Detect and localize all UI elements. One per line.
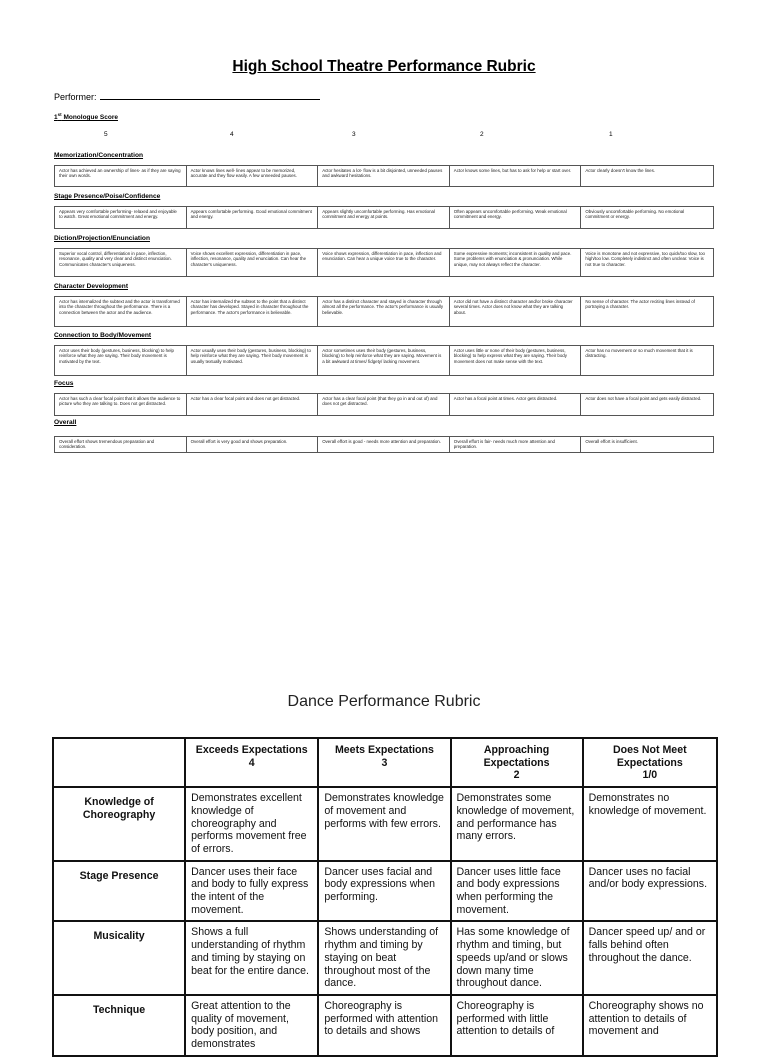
table-cell: Has some knowledge of rhythm and timing, but speeds up/and or slows down many time throughout dance. (451, 921, 583, 995)
section-overall (54, 418, 714, 453)
score-3: 3 (352, 131, 356, 138)
performer-blank-line (100, 90, 320, 100)
table-cell: Shows a full understanding of rhythm and timing by staying on beat for the entire dance. (185, 921, 318, 995)
rubric-cell: Appears comfortable performing. Good emotional commitment and energy. (187, 207, 319, 228)
rubric-row (54, 165, 714, 187)
header-label: Approaching (483, 744, 550, 756)
table-cell: Dancer uses their face and body to fully express the intent of the movement. (185, 861, 318, 922)
table-cell: Choreography shows no attention to details of movement and (583, 995, 717, 1056)
header-label: Expectations (483, 756, 550, 769)
section-name: Overall (54, 419, 77, 426)
table-row (53, 995, 717, 1056)
score-4: 4 (230, 131, 234, 138)
score-1: 1 (609, 131, 613, 138)
header-label: Exceeds Expectations (195, 744, 308, 756)
section-name: Memorization/Concentration (54, 152, 144, 159)
header-does-not-meet-expectations (583, 738, 717, 787)
header-score: 3 (381, 756, 388, 769)
header-label: Meets Expectations (334, 744, 434, 756)
rubric-row (54, 393, 714, 416)
table-cell: Demonstrates no knowledge of movement. (583, 787, 717, 861)
section-memorization (54, 151, 714, 187)
rubric-cell: Actor uses their body (gestures, business, blocking) to help reinforce what they are saying. Their body movement is motivated by the text. (55, 346, 187, 375)
score-5: 5 (104, 131, 108, 138)
header-score: 1/0 (642, 769, 658, 782)
rubric-cell: Actor clearly doesn't know the lines. (585, 168, 656, 173)
header-exceeds-expectations (185, 738, 318, 787)
table-cell: Choreography is performed with little attention to details of (451, 995, 583, 1056)
rubric-cell: Voice shows excellent expression, differentiation in pace, inflection, resonance, quality and enunciation. Can hear the character's uniqueness. (187, 249, 319, 276)
header-label: Does Not Meet (613, 744, 687, 756)
rubric-cell: Appears very comfortable performing- relaxed and enjoyable to watch. Great emotional commitment and energy. (55, 207, 187, 228)
rubric-cell: Actor did not have a distinct character and/or broke character several times. Actor does not know what they are talking about. (450, 297, 582, 326)
rubric-cell: Actor has no movement or so much movement that it is distracting. (585, 348, 693, 359)
table-cell: Dancer uses little face and body expressions when performing the movement. (451, 861, 583, 922)
rubric-row (54, 206, 714, 229)
section-name: Connection to Body/Movement (54, 332, 152, 339)
row-category: Knowledge of Choreography (53, 787, 185, 861)
rubric-cell: Voice is monotone and not expressive, too quick/too slow, too high/too low. Completely indistinct and often unclear. Voice is not true to character. (585, 251, 705, 267)
header-label: Expectations (616, 756, 683, 769)
rubric-cell: Overall effort is fair- needs much more attention and preparation. (450, 437, 582, 452)
rubric-cell: Actor knows some lines, but has to ask for help or start over. (450, 166, 582, 186)
table-cell: Demonstrates some knowledge of movement, and performance has many errors. (451, 787, 583, 861)
rubric-cell: Obviously uncomfortable performing. No emotional commitment or energy. (585, 209, 685, 220)
header-cell-empty (53, 738, 185, 787)
row-category: Technique (53, 995, 185, 1056)
rubric-cell: Actor knows lines well- lines appear to be memorized, accurate and they flow easily. A few unneeded pauses. (187, 166, 319, 186)
rubric-cell: Overall effort is very good and shows preparation. (187, 437, 319, 452)
table-cell: Dancer uses no facial and/or body expressions. (583, 861, 717, 922)
rubric-cell: Voice shows expression, differentiation in pace, inflection and enunciation. Can hear a unique voice true to the character. (318, 249, 450, 276)
table-cell: Dancer speed up/ and or falls behind often throughout the dance. (583, 921, 717, 995)
row-category: Stage Presence (53, 861, 185, 922)
rubric-cell: Actor sometimes uses their body (gestures, business, blocking) to help reinforce what they are saying. Movement is a bit awkward at times/ fidgety/ lacking movement. (318, 346, 450, 375)
rubric-cell: Actor has internalized the subtext to the point that a distinct character has developed. Stayed in character throughout the performance. The actor's performance is believable. (187, 297, 319, 326)
rubric-cell: No sense of character. The actor reciting lines instead of portraying a character. (585, 299, 695, 310)
header-score: 2 (513, 769, 520, 782)
rubric-row (54, 345, 714, 376)
performer-field (54, 90, 320, 102)
theatre-rubric-title: High School Theatre Performance Rubric (232, 58, 536, 75)
header-row (53, 738, 717, 787)
rubric-cell: Overall effort shows tremendous preparation and consideration. (55, 437, 187, 452)
table-row (53, 861, 717, 922)
section-diction (54, 234, 714, 277)
rubric-cell: Some expressive moments; inconsistent in quality and pace. Some problems with enunciation & pronunciation. While unique, may not always reflect the character. (450, 249, 582, 276)
section-stage-presence (54, 192, 714, 229)
section-focus (54, 379, 714, 416)
section-body-movement (54, 331, 714, 376)
header-approaching-expectations (451, 738, 583, 787)
rubric-cell: Actor has a distinct character and stayed in character through almost all the performance. The actor's performance is usually believable. (318, 297, 450, 326)
monologue-score-heading (54, 112, 118, 121)
table-row (53, 787, 717, 861)
rubric-cell: Overall effort is insufficient. (585, 439, 638, 444)
table-cell: Demonstrates knowledge of movement and performs with few errors. (318, 787, 450, 861)
rubric-cell: Actor hesitates a lot- flow is a bit disjointed, unneeded pauses and awkward hesitations. (318, 166, 450, 186)
table-cell: Dancer uses facial and body expressions when performing. (318, 861, 450, 922)
rubric-cell: Often appears uncomfortable performing. Weak emotional commitment and energy. (450, 207, 582, 228)
section-name: Diction/Projection/Enunciation (54, 235, 150, 242)
table-row (53, 921, 717, 995)
rubric-cell: Actor has such a clear focal point that it allows the audience to picture who they are talking to. Does not get distracted. (55, 394, 187, 415)
rubric-cell: Actor has a clear focal point (that they go in and out of) and does not get distracted. (318, 394, 450, 415)
section-name: Character Development (54, 283, 129, 290)
performer-label: Performer: (54, 92, 97, 102)
section-character-development (54, 282, 714, 327)
header-score: 4 (248, 756, 255, 769)
header-meets-expectations (318, 738, 450, 787)
table-cell: Great attention to the quality of movement, body position, and demonstrates (185, 995, 318, 1056)
rubric-cell: Actor has a focal point at times. Actor gets distracted. (450, 394, 582, 415)
rubric-row (54, 296, 714, 327)
dance-rubric-table (52, 737, 718, 1057)
dance-rubric-title: Dance Performance Rubric (287, 693, 481, 710)
section-name: Stage Presence/Poise/Confidence (54, 193, 161, 200)
rubric-cell: Actor has internalized the subtext and the actor is transformed into the character throughout the performance. There is a connection between the actor and the audience. (55, 297, 187, 326)
table-cell: Demonstrates excellent knowledge of choreography and performs movement free of errors. (185, 787, 318, 861)
rubric-cell: Actor has achieved an ownership of lines- as if they are saying their own words. (55, 166, 187, 186)
rubric-cell: Appears slightly uncomfortable performing. Has emotional commitment and energy at points. (318, 207, 450, 228)
rubric-cell: Actor usually uses their body (gestures, business, blocking) to help reinforce what they are saying. Their body movement is usually textually motivated. (187, 346, 319, 375)
table-cell: Shows understanding of rhythm and timing by staying on beat throughout most of the dance. (318, 921, 450, 995)
rubric-cell: Superior vocal control, differentiation in pace, inflection, resonance, quality and very clear and distinct enunciation. Communicates character's uniqueness. (55, 249, 187, 276)
row-category: Musicality (53, 921, 185, 995)
monologue-label: Monologue Score (61, 114, 118, 122)
table-cell: Choreography is performed with attention to details and shows (318, 995, 450, 1056)
rubric-cell: Overall effort is good - needs more attention and preparation. (318, 437, 450, 452)
rubric-cell: Actor uses little or none of their body (gestures, business, blocking) to help express what they are saying. Their body movement does not make sense with the text. (450, 346, 582, 375)
monologue-number: 1 (54, 114, 58, 122)
rubric-row (54, 436, 714, 453)
section-name: Focus (54, 380, 74, 387)
rubric-row (54, 248, 714, 277)
rubric-cell: Actor does not have a focal point and gets easily distracted. (585, 396, 702, 401)
score-2: 2 (480, 131, 484, 138)
rubric-cell: Actor has a clear focal point and does not get distracted. (187, 394, 319, 415)
monologue-ordinal: st (57, 112, 62, 117)
